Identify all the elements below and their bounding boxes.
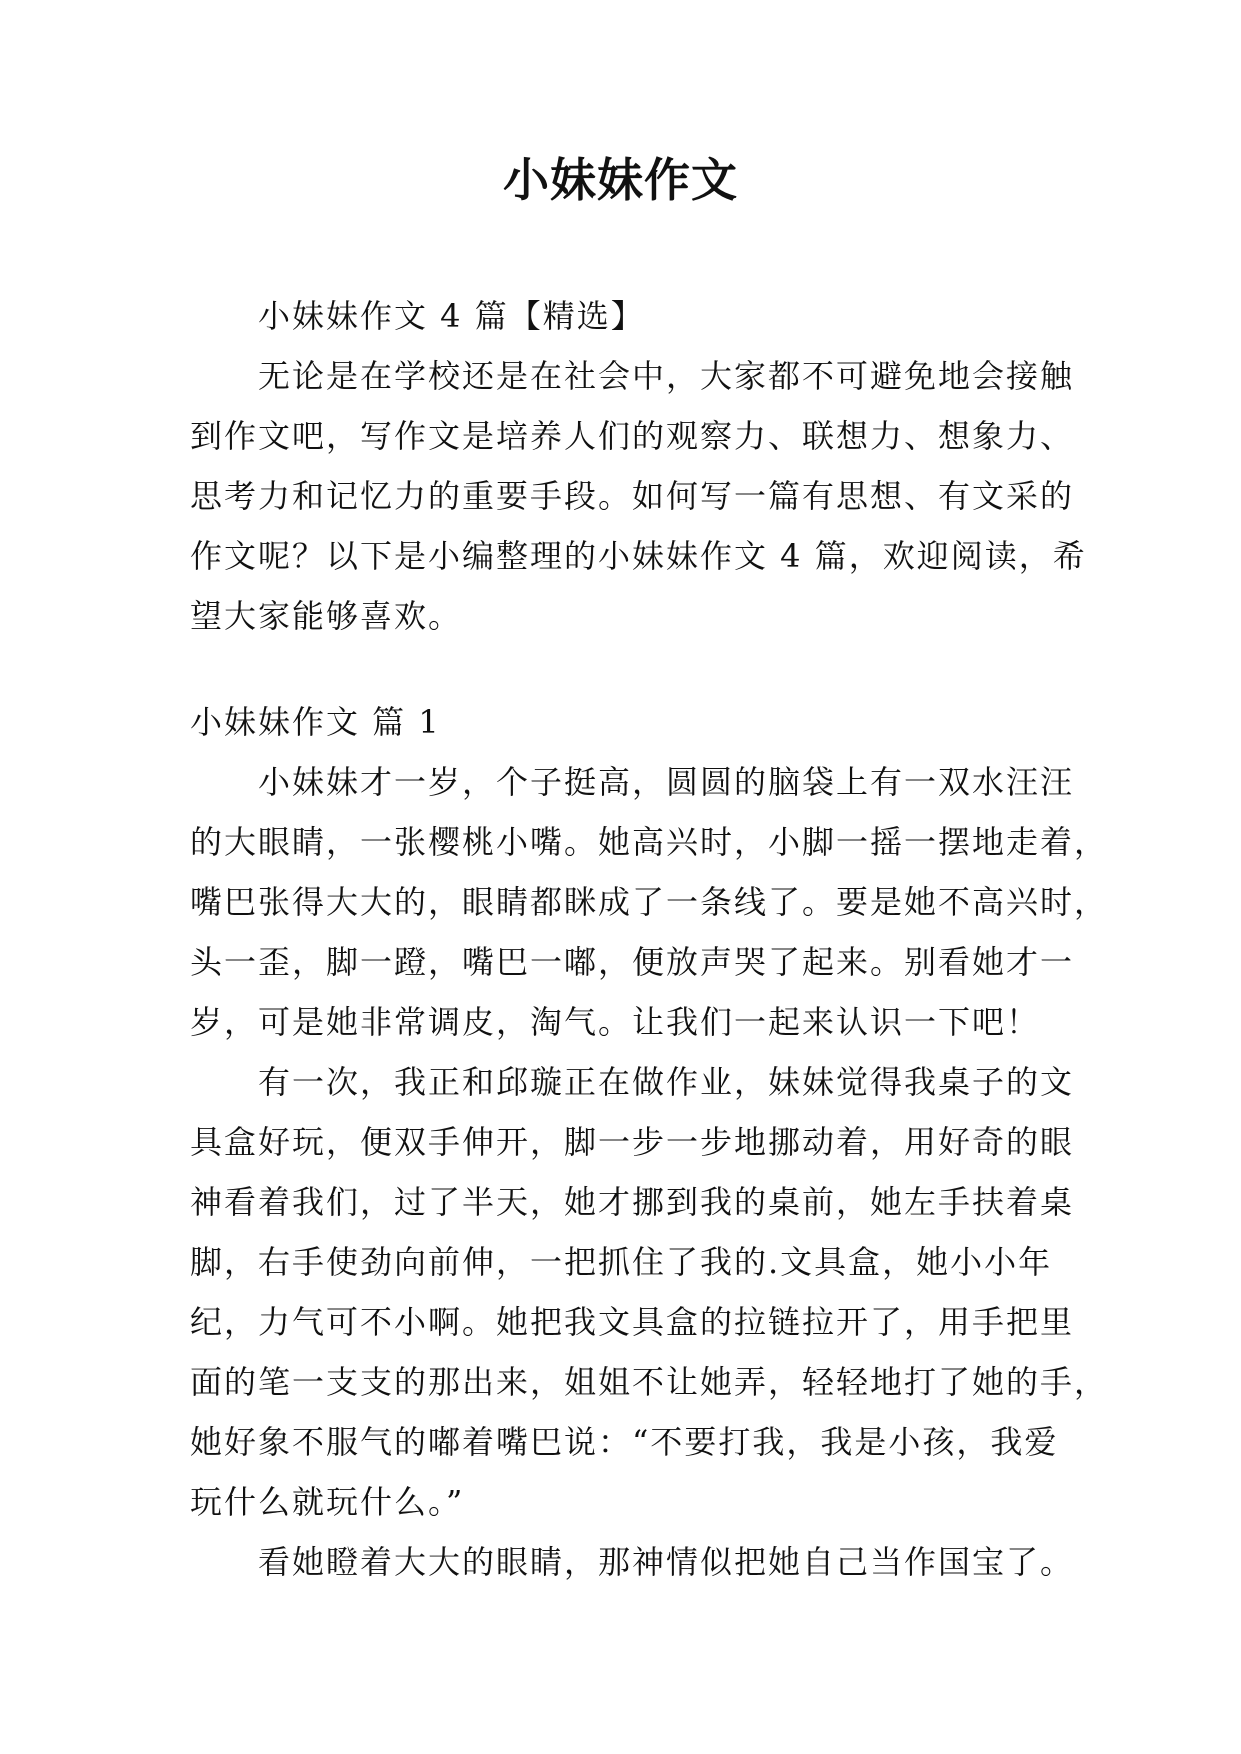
intro-paragraph-line: 无论是在学校还是在社会中，大家都不可避免地会接触 xyxy=(258,357,1075,395)
intro-paragraph-line: 作文呢？以下是小编整理的小妹妹作文 4 篇，欢迎阅读，希 xyxy=(190,537,1087,575)
paragraph-line: 嘴巴张得大大的，眼睛都眯成了一条线了。要是她不高兴时， xyxy=(190,883,1109,921)
paragraph-line: 面的笔一支支的那出来，姐姐不让她弄，轻轻地打了她的手， xyxy=(190,1363,1109,1401)
intro-paragraph-line: 思考力和记忆力的重要手段。如何写一篇有思想、有文采的 xyxy=(190,477,1075,515)
intro-heading: 小妹妹作文 4 篇【精选】 xyxy=(258,297,645,335)
intro-section xyxy=(190,286,1087,646)
intro-paragraph-line: 望大家能够喜欢。 xyxy=(190,597,463,635)
paragraph-line: 脚，右手使劲向前伸，一把抓住了我的.文具盒，她小小年 xyxy=(190,1243,1053,1281)
paragraph-line: 具盒好玩，便双手伸开，脚一步一步地挪动着，用好奇的眼 xyxy=(190,1123,1075,1161)
paragraph-line: 小妹妹才一岁，个子挺高，圆圆的脑袋上有一双水汪汪 xyxy=(258,763,1075,801)
paragraph-line: 神看着我们，过了半天，她才挪到我的桌前，她左手扶着桌 xyxy=(190,1183,1075,1221)
section-heading: 小妹妹作文 篇 1 xyxy=(190,703,441,741)
paragraph-line: 看她瞪着大大的眼睛，那神情似把她自己当作国宝了。 xyxy=(258,1543,1075,1581)
paragraph-line: 有一次，我正和邱璇正在做作业，妹妹觉得我桌子的文 xyxy=(258,1063,1075,1101)
paragraph-line: 头一歪，脚一蹬，嘴巴一嘟，便放声哭了起来。别看她才一 xyxy=(190,943,1075,981)
paragraph-line: 的大眼睛，一张樱桃小嘴。她高兴时，小脚一摇一摆地走着， xyxy=(190,823,1109,861)
paragraph-line: 纪，力气可不小啊。她把我文具盒的拉链拉开了，用手把里 xyxy=(190,1303,1075,1341)
intro-paragraph-line: 到作文吧，写作文是培养人们的观察力、联想力、想象力、 xyxy=(190,417,1075,455)
document-title: 小妹妹作文 xyxy=(503,153,738,207)
paragraph-line: 她好象不服气的嘟着嘴巴说：“不要打我，我是小孩，我爱 xyxy=(190,1423,1059,1461)
paragraph-line: 岁，可是她非常调皮，淘气。让我们一起来认识一下吧！ xyxy=(190,1003,1041,1041)
paragraph-line: 玩什么就玩什么。” xyxy=(190,1483,465,1521)
essay-section-1 xyxy=(190,692,1109,1592)
